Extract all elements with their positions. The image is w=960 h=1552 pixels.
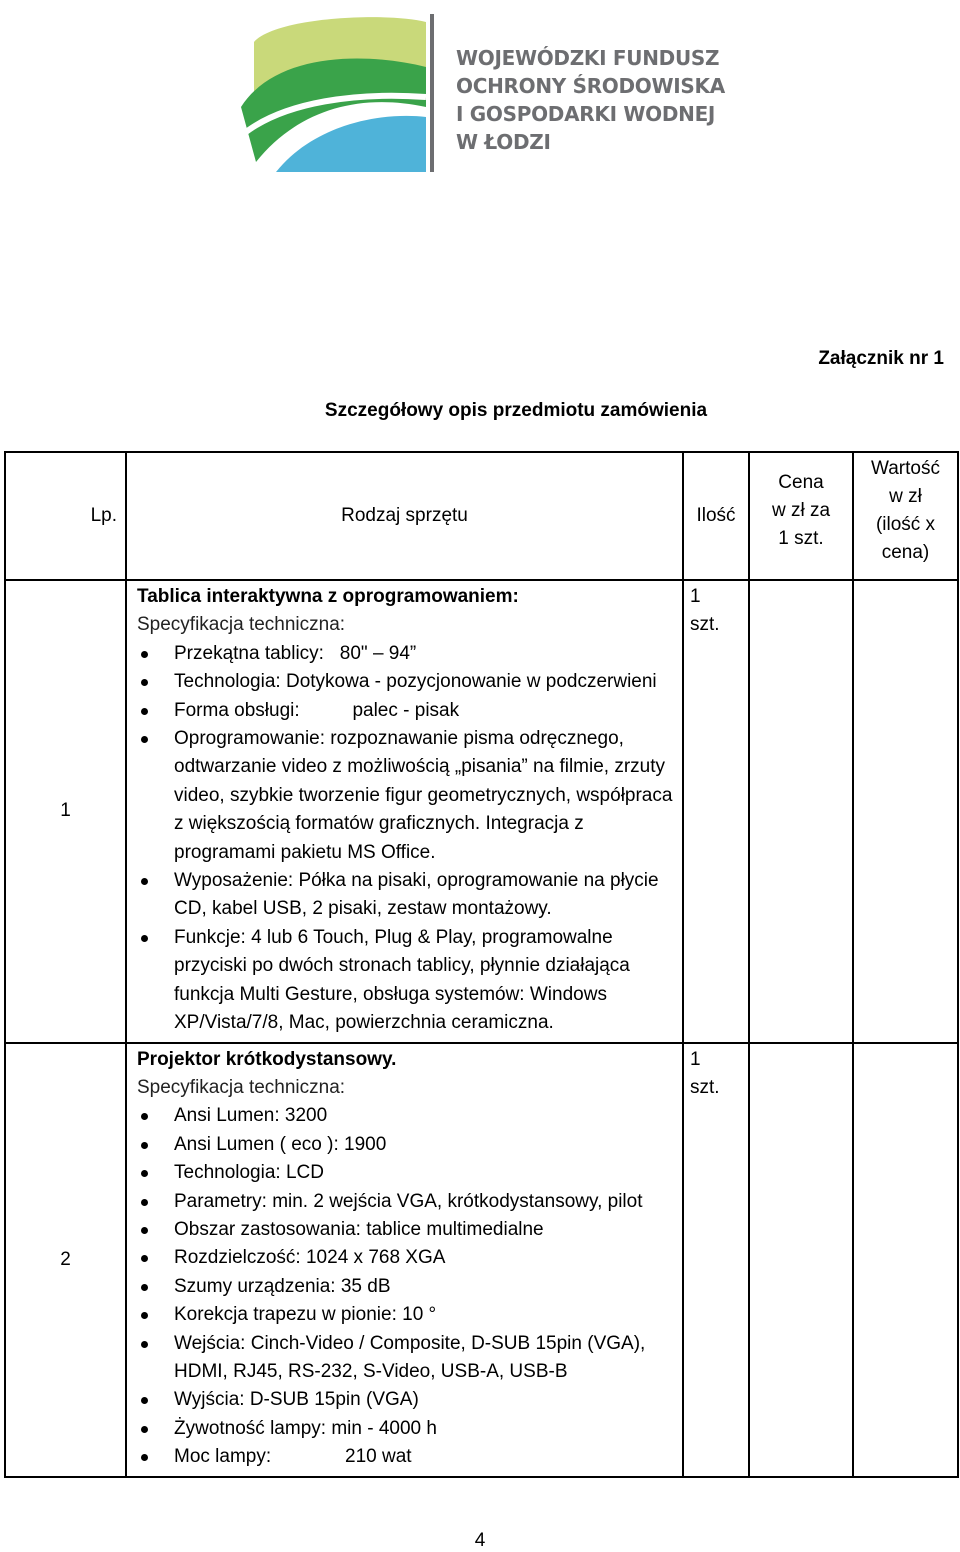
- list-item: Obszar zastosowania: tablice multimedialne: [137, 1216, 676, 1244]
- list-item: Parametry: min. 2 wejścia VGA, krótkodystansowy, pilot: [137, 1188, 676, 1216]
- logo-line: OCHRONY ŚRODOWISKA: [456, 74, 725, 98]
- list-item: Ansi Lumen: 3200: [137, 1102, 676, 1130]
- row-number: 2: [5, 1043, 126, 1477]
- page-number: 4: [474, 1530, 486, 1551]
- specification-table: [4, 451, 959, 1478]
- header-lp: Lp.: [5, 452, 126, 580]
- total-value-cell: [853, 1043, 958, 1477]
- table-row: [5, 580, 958, 1043]
- unit-price-cell: [749, 580, 853, 1043]
- quantity-unit: szt.: [690, 614, 720, 635]
- logo-line: WOJEWÓDZKI FUNDUSZ: [456, 46, 720, 70]
- unit-price-cell: [749, 1043, 853, 1477]
- logo-wordmark: [456, 44, 725, 156]
- list-item: Ansi Lumen ( eco ): 1900: [137, 1131, 676, 1159]
- spec-list: [137, 640, 676, 1038]
- list-item: Wejścia: Cinch-Video / Composite, D-SUB 15pin (VGA), HDMI, RJ45, RS-232, S-Video, USB-A, USB-B: [137, 1330, 676, 1387]
- item-title: Tablica interaktywna z oprogramowaniem:: [137, 586, 519, 607]
- list-item: Oprogramowanie: rozpoznawanie pisma odręcznego, odtwarzanie video z możliwością „pisania” na filmie, zrzuty video, szybkie tworzenie figur geometrycznych, współpraca z większością formatów graficznych. Integracja z programami pakietu MS Office.: [137, 725, 676, 867]
- header-line: w zł za: [771, 500, 831, 521]
- spec-label: Specyfikacja techniczna:: [137, 1076, 346, 1098]
- list-item: Wyjścia: D-SUB 15pin (VGA): [137, 1386, 676, 1414]
- logo-mark: [236, 12, 436, 177]
- spec-list: [137, 1102, 676, 1471]
- list-item: Technologia: LCD: [137, 1159, 676, 1187]
- list-item: Wyposażenie: Półka na pisaki, oprogramowanie na płycie CD, kabel USB, 2 pisaki, zestaw montażowy.: [137, 867, 676, 924]
- quantity-cell: [683, 1043, 749, 1477]
- quantity-cell: [683, 580, 749, 1043]
- annex-label: Załącznik nr 1: [818, 348, 944, 369]
- list-item: Przekątna tablicy: 80" – 94”: [137, 640, 676, 668]
- header-equipment-type: Rodzaj sprzętu: [126, 452, 683, 580]
- list-item: Żywotność lampy: min - 4000 h: [137, 1415, 676, 1443]
- logo-divider: [430, 14, 434, 172]
- header-line: Wartość: [871, 458, 940, 479]
- header-line: w zł: [889, 486, 922, 507]
- document-title: Szczegółowy opis przedmiotu zamówienia: [324, 400, 708, 421]
- list-item: Szumy urządzenia: 35 dB: [137, 1273, 676, 1301]
- header-line: (ilość x: [875, 514, 936, 535]
- list-item: Korekcja trapezu w pionie: 10 °: [137, 1301, 676, 1329]
- logo-line: W ŁODZI: [456, 130, 551, 154]
- header-line: Cena: [778, 472, 824, 493]
- quantity-value: 1: [690, 586, 701, 607]
- spec-label: Specyfikacja techniczna:: [137, 614, 346, 636]
- header-unit-price: [749, 452, 853, 580]
- quantity-value: 1: [690, 1048, 701, 1070]
- list-item: Forma obsługi: palec - pisak: [137, 697, 676, 725]
- header-line: cena): [881, 542, 930, 563]
- table-header-row: [5, 452, 958, 580]
- list-item: Technologia: Dotykowa - pozycjonowanie w podczerwieni: [137, 668, 676, 696]
- list-item: Moc lampy: 210 wat: [137, 1443, 676, 1471]
- list-item: Funkcje: 4 lub 6 Touch, Plug & Play, programowalne przyciski po dwóch stronach tablicy, płynnie działająca funkcja Multi Gesture, obsługa systemów: Windows XP/Vista/7/8, Mac, powierzchnia ceramiczna.: [137, 924, 676, 1038]
- header-quantity: Ilość: [683, 452, 749, 580]
- total-value-cell: [853, 580, 958, 1043]
- logo-line: I GOSPODARKI WODNEJ: [456, 102, 716, 126]
- table-row: [5, 1043, 958, 1477]
- header-line: 1 szt.: [778, 528, 824, 549]
- item-title: Projektor krótkodystansowy.: [137, 1048, 397, 1070]
- equipment-description: [126, 580, 683, 1043]
- row-number: 1: [5, 580, 126, 1043]
- equipment-description: [126, 1043, 683, 1477]
- quantity-unit: szt.: [690, 1076, 720, 1098]
- list-item: Rozdzielczość: 1024 x 768 XGA: [137, 1244, 676, 1272]
- header-total-value: [853, 452, 958, 580]
